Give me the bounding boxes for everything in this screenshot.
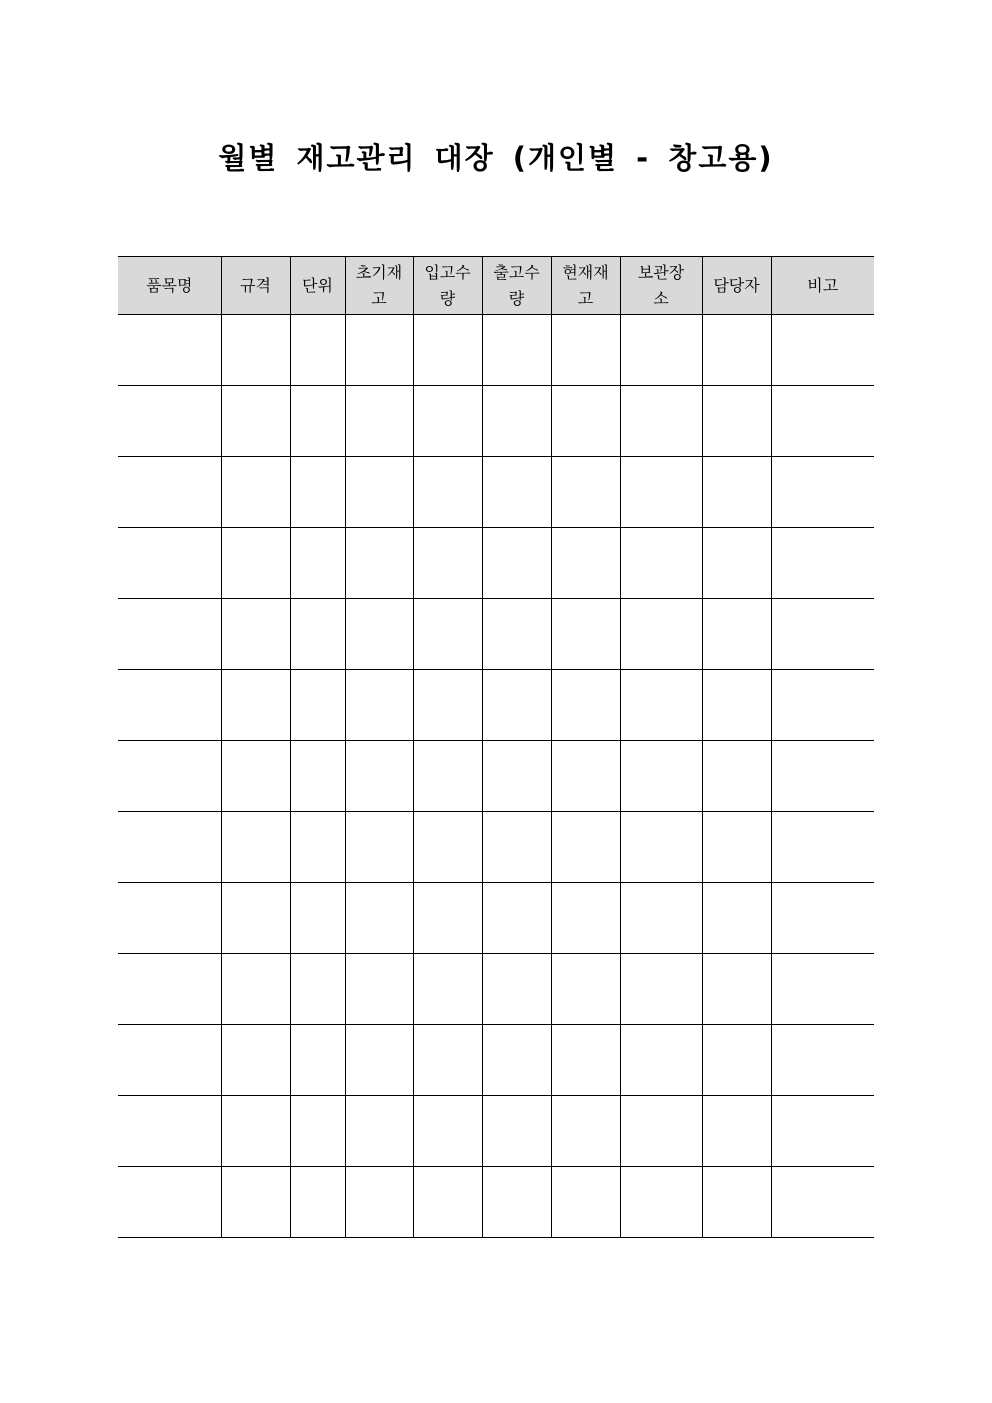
ledger-body bbox=[118, 315, 874, 1238]
table-cell-received-qty[interactable] bbox=[413, 1096, 482, 1167]
table-cell-remarks[interactable] bbox=[771, 1167, 874, 1238]
table-cell-received-qty[interactable] bbox=[413, 599, 482, 670]
table-cell-item-name[interactable] bbox=[118, 457, 221, 528]
table-cell-remarks[interactable] bbox=[771, 954, 874, 1025]
header-manager: 담당자 bbox=[702, 257, 771, 315]
table-cell-spec[interactable] bbox=[221, 812, 290, 883]
table-cell-item-name[interactable] bbox=[118, 599, 221, 670]
table-cell-received-qty[interactable] bbox=[413, 315, 482, 386]
table-cell-storage-location[interactable] bbox=[620, 741, 702, 812]
table-cell-current-stock[interactable] bbox=[551, 883, 620, 954]
table-cell-unit[interactable] bbox=[290, 386, 345, 457]
table-cell-item-name[interactable] bbox=[118, 1025, 221, 1096]
table-cell-received-qty[interactable] bbox=[413, 883, 482, 954]
table-cell-spec[interactable] bbox=[221, 528, 290, 599]
table-cell-opening-stock[interactable] bbox=[345, 883, 413, 954]
table-cell-item-name[interactable] bbox=[118, 1096, 221, 1167]
table-cell-manager[interactable] bbox=[702, 954, 771, 1025]
table-cell-spec[interactable] bbox=[221, 1096, 290, 1167]
table-cell-item-name[interactable] bbox=[118, 1167, 221, 1238]
table-cell-received-qty[interactable] bbox=[413, 812, 482, 883]
table-cell-spec[interactable] bbox=[221, 741, 290, 812]
table-cell-opening-stock[interactable] bbox=[345, 741, 413, 812]
table-cell-current-stock[interactable] bbox=[551, 386, 620, 457]
table-cell-received-qty[interactable] bbox=[413, 1025, 482, 1096]
table-cell-item-name[interactable] bbox=[118, 528, 221, 599]
inventory-ledger-table bbox=[118, 256, 874, 1238]
table-cell-manager[interactable] bbox=[702, 457, 771, 528]
table-cell-opening-stock[interactable] bbox=[345, 386, 413, 457]
table-cell-current-stock[interactable] bbox=[551, 599, 620, 670]
table-cell-item-name[interactable] bbox=[118, 954, 221, 1025]
table-cell-opening-stock[interactable] bbox=[345, 1025, 413, 1096]
table-cell-current-stock[interactable] bbox=[551, 315, 620, 386]
table-cell-current-stock[interactable] bbox=[551, 528, 620, 599]
table-cell-current-stock[interactable] bbox=[551, 457, 620, 528]
table-cell-remarks[interactable] bbox=[771, 670, 874, 741]
table-cell-spec[interactable] bbox=[221, 457, 290, 528]
table-cell-manager[interactable] bbox=[702, 883, 771, 954]
table-cell-unit[interactable] bbox=[290, 812, 345, 883]
table-cell-issued-qty[interactable] bbox=[482, 741, 551, 812]
table-cell-received-qty[interactable] bbox=[413, 954, 482, 1025]
table-cell-remarks[interactable] bbox=[771, 599, 874, 670]
table-cell-spec[interactable] bbox=[221, 386, 290, 457]
table-cell-storage-location[interactable] bbox=[620, 812, 702, 883]
table-cell-spec[interactable] bbox=[221, 599, 290, 670]
table-cell-storage-location[interactable] bbox=[620, 670, 702, 741]
table-cell-received-qty[interactable] bbox=[413, 457, 482, 528]
table-cell-storage-location[interactable] bbox=[620, 315, 702, 386]
table-cell-item-name[interactable] bbox=[118, 315, 221, 386]
table-cell-spec[interactable] bbox=[221, 1167, 290, 1238]
table-cell-item-name[interactable] bbox=[118, 670, 221, 741]
table-row bbox=[118, 1096, 874, 1167]
table-row bbox=[118, 528, 874, 599]
table-row bbox=[118, 315, 874, 386]
table-cell-remarks[interactable] bbox=[771, 1096, 874, 1167]
table-cell-storage-location[interactable] bbox=[620, 1025, 702, 1096]
header-unit: 단위 bbox=[290, 257, 345, 315]
table-cell-unit[interactable] bbox=[290, 457, 345, 528]
table-row bbox=[118, 954, 874, 1025]
table-row bbox=[118, 386, 874, 457]
table-cell-manager[interactable] bbox=[702, 670, 771, 741]
table-cell-remarks[interactable] bbox=[771, 528, 874, 599]
document-title: 월별 재고관리 대장 (개인별 - 창고용) bbox=[218, 141, 774, 175]
table-row bbox=[118, 1025, 874, 1096]
table-cell-issued-qty[interactable] bbox=[482, 386, 551, 457]
table-cell-item-name[interactable] bbox=[118, 883, 221, 954]
table-cell-current-stock[interactable] bbox=[551, 1167, 620, 1238]
table-cell-spec[interactable] bbox=[221, 883, 290, 954]
table-cell-remarks[interactable] bbox=[771, 386, 874, 457]
table-cell-issued-qty[interactable] bbox=[482, 457, 551, 528]
header-opening-stock: 초기재 고 bbox=[345, 257, 413, 315]
table-cell-item-name[interactable] bbox=[118, 741, 221, 812]
table-cell-unit[interactable] bbox=[290, 1096, 345, 1167]
table-cell-storage-location[interactable] bbox=[620, 883, 702, 954]
table-cell-storage-location[interactable] bbox=[620, 599, 702, 670]
table-cell-opening-stock[interactable] bbox=[345, 457, 413, 528]
table-cell-storage-location[interactable] bbox=[620, 386, 702, 457]
table-cell-issued-qty[interactable] bbox=[482, 1096, 551, 1167]
table-cell-manager[interactable] bbox=[702, 599, 771, 670]
table-cell-received-qty[interactable] bbox=[413, 741, 482, 812]
table-cell-current-stock[interactable] bbox=[551, 812, 620, 883]
table-cell-current-stock[interactable] bbox=[551, 1025, 620, 1096]
table-cell-opening-stock[interactable] bbox=[345, 315, 413, 386]
table-row bbox=[118, 670, 874, 741]
table-cell-spec[interactable] bbox=[221, 670, 290, 741]
table-cell-remarks[interactable] bbox=[771, 457, 874, 528]
table-cell-item-name[interactable] bbox=[118, 386, 221, 457]
table-cell-remarks[interactable] bbox=[771, 812, 874, 883]
table-cell-manager[interactable] bbox=[702, 528, 771, 599]
table-cell-current-stock[interactable] bbox=[551, 741, 620, 812]
table-cell-storage-location[interactable] bbox=[620, 954, 702, 1025]
header-current-stock: 현재재 고 bbox=[551, 257, 620, 315]
table-cell-storage-location[interactable] bbox=[620, 1096, 702, 1167]
table-cell-spec[interactable] bbox=[221, 1025, 290, 1096]
table-row bbox=[118, 599, 874, 670]
table-cell-unit[interactable] bbox=[290, 741, 345, 812]
table-row bbox=[118, 812, 874, 883]
table-cell-received-qty[interactable] bbox=[413, 386, 482, 457]
table-cell-issued-qty[interactable] bbox=[482, 954, 551, 1025]
table-cell-opening-stock[interactable] bbox=[345, 528, 413, 599]
table-cell-manager[interactable] bbox=[702, 1167, 771, 1238]
table-cell-manager[interactable] bbox=[702, 1025, 771, 1096]
header-storage-location: 보관장 소 bbox=[620, 257, 702, 315]
table-cell-spec[interactable] bbox=[221, 315, 290, 386]
table-cell-storage-location[interactable] bbox=[620, 528, 702, 599]
header-received-qty: 입고수 량 bbox=[413, 257, 482, 315]
table-cell-opening-stock[interactable] bbox=[345, 1167, 413, 1238]
table-cell-manager[interactable] bbox=[702, 741, 771, 812]
table-cell-remarks[interactable] bbox=[771, 315, 874, 386]
table-row bbox=[118, 457, 874, 528]
table-cell-received-qty[interactable] bbox=[413, 528, 482, 599]
table-row bbox=[118, 741, 874, 812]
table-cell-storage-location[interactable] bbox=[620, 1167, 702, 1238]
table-cell-unit[interactable] bbox=[290, 1025, 345, 1096]
table-cell-issued-qty[interactable] bbox=[482, 315, 551, 386]
table-cell-manager[interactable] bbox=[702, 812, 771, 883]
table-cell-current-stock[interactable] bbox=[551, 954, 620, 1025]
header-spec: 규격 bbox=[221, 257, 290, 315]
table-cell-manager[interactable] bbox=[702, 1096, 771, 1167]
table-cell-issued-qty[interactable] bbox=[482, 528, 551, 599]
table-cell-unit[interactable] bbox=[290, 528, 345, 599]
table-cell-opening-stock[interactable] bbox=[345, 1096, 413, 1167]
table-cell-remarks[interactable] bbox=[771, 883, 874, 954]
header-row bbox=[118, 257, 874, 315]
table-cell-received-qty[interactable] bbox=[413, 670, 482, 741]
table-cell-issued-qty[interactable] bbox=[482, 1167, 551, 1238]
table-row bbox=[118, 1167, 874, 1238]
header-remarks: 비고 bbox=[771, 257, 874, 315]
table-cell-current-stock[interactable] bbox=[551, 670, 620, 741]
table-cell-received-qty[interactable] bbox=[413, 1167, 482, 1238]
header-issued-qty: 출고수 량 bbox=[482, 257, 551, 315]
table-cell-opening-stock[interactable] bbox=[345, 812, 413, 883]
table-cell-issued-qty[interactable] bbox=[482, 599, 551, 670]
table-cell-issued-qty[interactable] bbox=[482, 812, 551, 883]
table-cell-unit[interactable] bbox=[290, 1167, 345, 1238]
table-cell-remarks[interactable] bbox=[771, 1025, 874, 1096]
table-cell-issued-qty[interactable] bbox=[482, 883, 551, 954]
table-row bbox=[118, 883, 874, 954]
table-cell-remarks[interactable] bbox=[771, 741, 874, 812]
table-cell-spec[interactable] bbox=[221, 954, 290, 1025]
table-cell-current-stock[interactable] bbox=[551, 1096, 620, 1167]
table-cell-opening-stock[interactable] bbox=[345, 670, 413, 741]
header-item-name: 품목명 bbox=[118, 257, 221, 315]
table-cell-manager[interactable] bbox=[702, 386, 771, 457]
table-cell-unit[interactable] bbox=[290, 883, 345, 954]
table-cell-issued-qty[interactable] bbox=[482, 1025, 551, 1096]
table-cell-unit[interactable] bbox=[290, 954, 345, 1025]
table-cell-unit[interactable] bbox=[290, 670, 345, 741]
table-cell-opening-stock[interactable] bbox=[345, 599, 413, 670]
table-cell-storage-location[interactable] bbox=[620, 457, 702, 528]
table-cell-opening-stock[interactable] bbox=[345, 954, 413, 1025]
table-cell-issued-qty[interactable] bbox=[482, 670, 551, 741]
table-cell-item-name[interactable] bbox=[118, 812, 221, 883]
table-cell-manager[interactable] bbox=[702, 315, 771, 386]
table-cell-unit[interactable] bbox=[290, 599, 345, 670]
table-cell-unit[interactable] bbox=[290, 315, 345, 386]
